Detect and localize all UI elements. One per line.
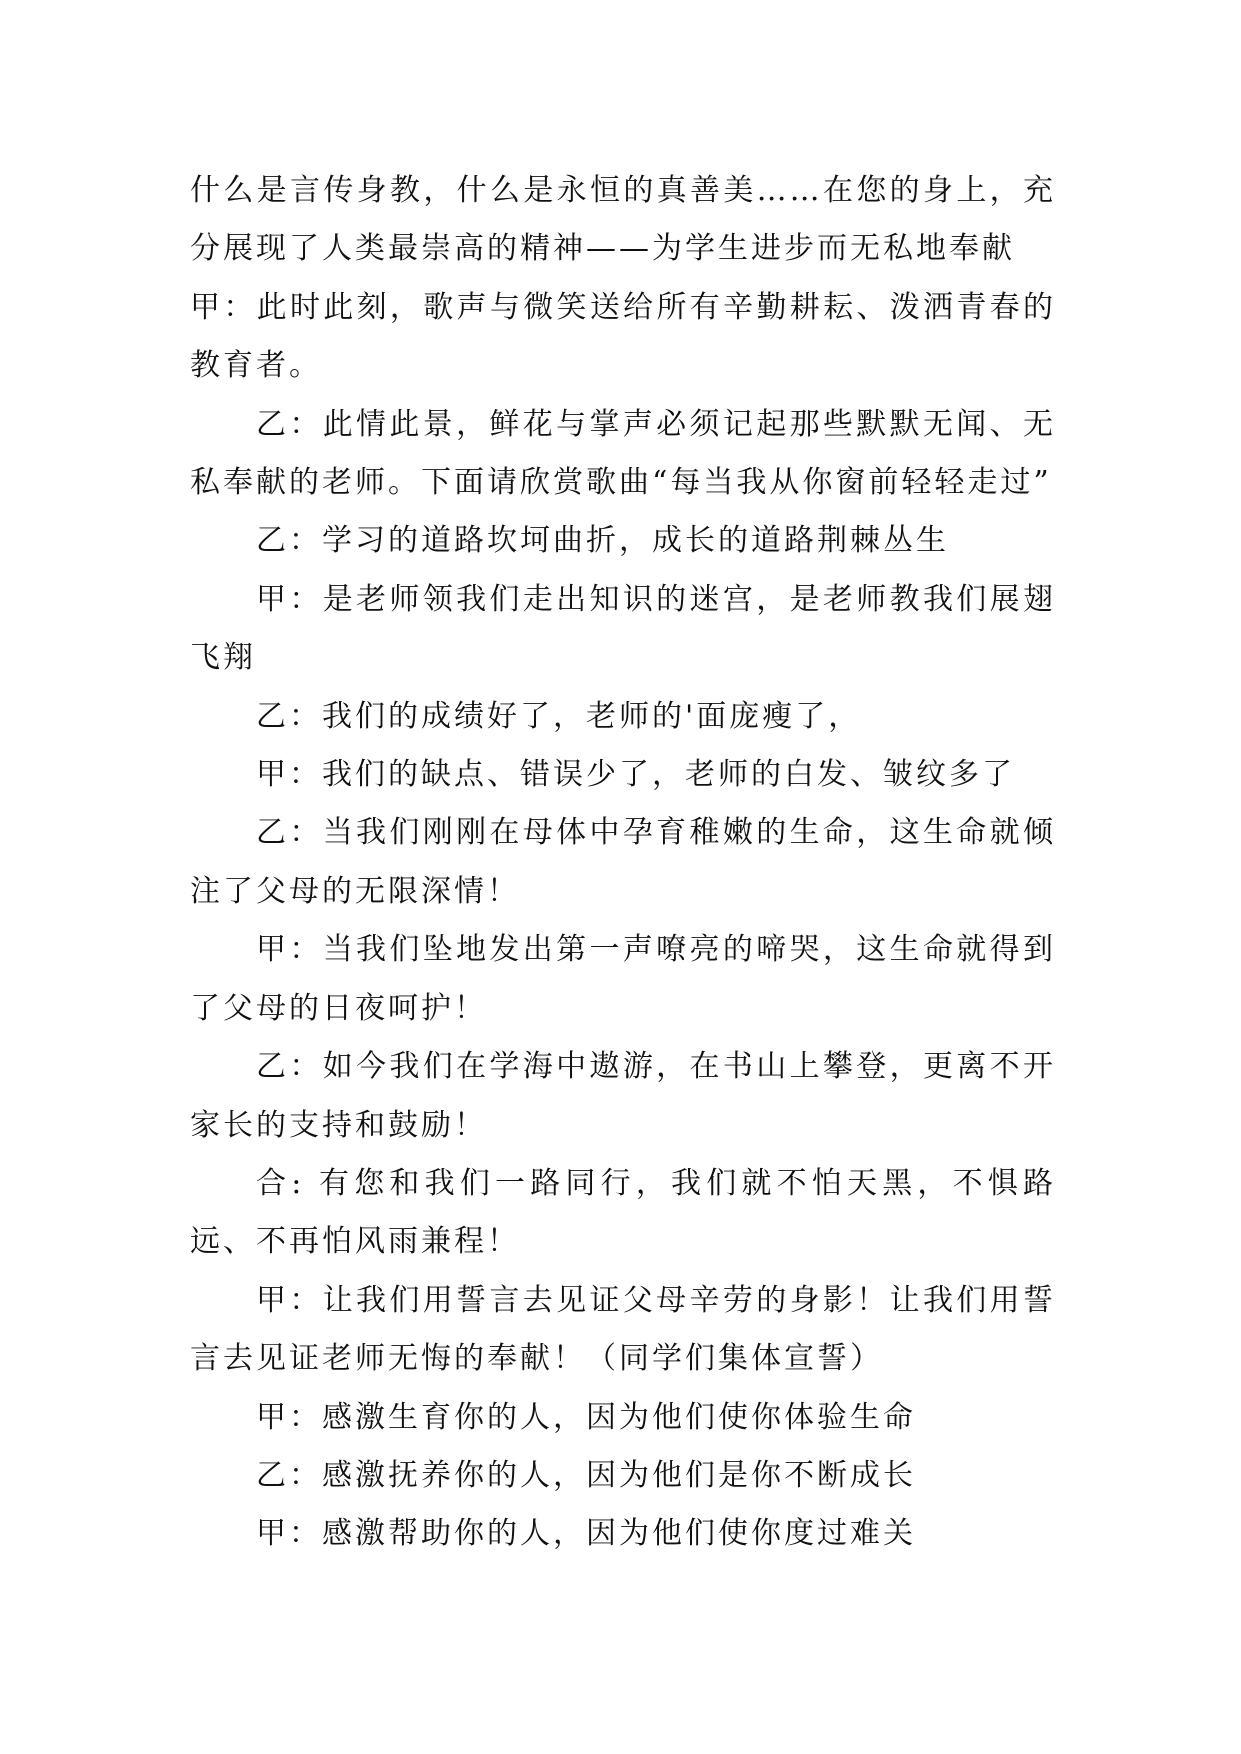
paragraph: 乙：此情此景，鲜花与掌声必须记起那些默默无闻、无私奉献的老师。下面请欣赏歌曲“每当我从你窗前轻轻走过”	[190, 406, 1056, 501]
document-body	[190, 162, 1056, 1564]
paragraph: 乙：如今我们在学海中遨游，在书山上攀登，更离不开家长的支持和鼓励！	[190, 1049, 1056, 1143]
paragraph: 乙：我们的成绩好了，老师的'面庞瘦了，	[256, 698, 862, 734]
paragraph: 合: 有您和我们一路同行，我们就不怕天黑，不惧路远、不再怕风雨兼程！	[190, 1165, 1056, 1260]
paragraph: 什么是言传身教，什么是永恒的真善美……在您的身上，充分展现了人类最崇高的精神——为学生进步而无私地奉献	[190, 173, 1056, 267]
paragraph: 甲：感激帮助你的人，因为他们使你度过难关	[256, 1516, 916, 1552]
paragraph: 甲：我们的缺点、错误少了，老师的白发、皱纹多了	[256, 757, 1015, 793]
paragraph: 乙：当我们刚刚在母体中孕育稚嫩的生命，这生命就倾注了父母的无限深情！	[190, 815, 1056, 909]
paragraph: 甲：感激生育你的人，因为他们使你体验生命	[256, 1399, 916, 1435]
paragraph: 乙：感激抚养你的人，因为他们是你不断成长	[256, 1457, 916, 1493]
paragraph: 甲：此时此刻，歌声与微笑送给所有辛勤耕耘、泼洒青春的教育者。	[190, 289, 1056, 384]
paragraph: 乙：学习的道路坎坷曲折，成长的道路荆棘丛生	[256, 523, 949, 559]
paragraph: 甲：是老师领我们走出知识的迷宫，是老师教我们展翅飞翔	[190, 581, 1056, 676]
paragraph: 甲：当我们坠地发出第一声嘹亮的啼哭，这生命就得到了父母的日夜呵护！	[190, 932, 1056, 1026]
paragraph: 甲：让我们用誓言去见证父母辛劳的身影！让我们用誓言去见证老师无悔的奉献！（同学们集体宣誓）	[190, 1282, 1056, 1377]
